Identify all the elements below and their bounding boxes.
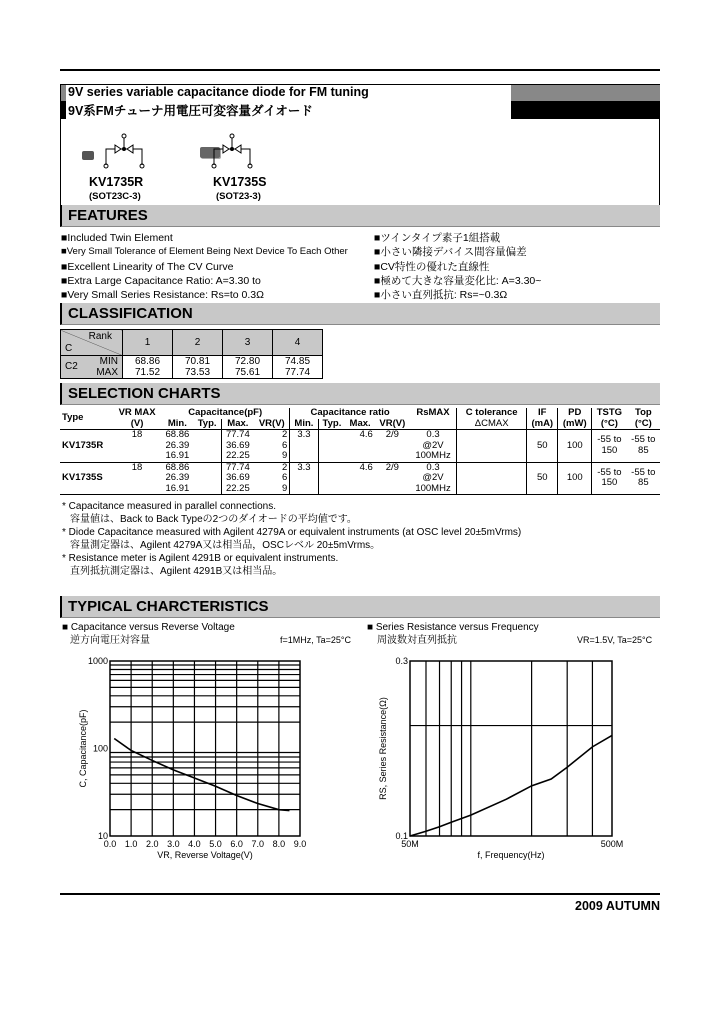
resistance-vs-frequency-chart <box>365 650 655 865</box>
min-value: 72.80 <box>234 356 261 367</box>
cell <box>290 484 318 495</box>
rank-cell: 1 <box>123 330 173 356</box>
x-tick-label: 6.0 <box>230 839 243 849</box>
features-list-jp <box>374 231 541 302</box>
cell: 36.69 <box>221 441 254 452</box>
cell: 100MHz <box>415 482 451 494</box>
cell <box>375 441 410 452</box>
cell <box>194 484 221 495</box>
feature-item: ■ Included Twin Element <box>61 231 348 245</box>
sub-max: Max. <box>221 419 254 430</box>
if-cell: 50 <box>527 430 558 463</box>
cell: 4.6 <box>359 461 373 473</box>
max-value: 71.52 <box>134 367 161 378</box>
cell <box>113 441 161 452</box>
cell <box>345 473 374 484</box>
sot23c-package-image <box>82 151 94 160</box>
product-header-box <box>60 84 660 218</box>
cell <box>113 484 161 495</box>
cell: 2 <box>254 430 290 441</box>
cell: 18 <box>131 461 143 473</box>
classification-heading: CLASSIFICATION <box>60 303 660 325</box>
cell: 26.39 <box>165 439 190 451</box>
y-tick-label: 0.3 <box>395 656 408 666</box>
pd-cell: 100 <box>558 430 592 463</box>
sub-typ: Typ. <box>318 419 345 430</box>
min-label: MIN <box>99 356 118 367</box>
ctol-cell <box>457 462 527 495</box>
tstg-cell: -55 to 150 <box>592 430 627 463</box>
cell <box>194 441 221 452</box>
min-value: 70.81 <box>184 356 211 367</box>
part-name: KV1735S <box>213 175 267 189</box>
chart-title: Capacitance versus Reverse Voltage <box>70 622 235 633</box>
sub-vr: VR(V) <box>254 419 290 430</box>
rank-cell: 3 <box>223 330 273 356</box>
note: * Diode Capacitance measured with Agilent 4279A or equivalent instruments (at OSC level 20±5mVrms) <box>62 527 522 538</box>
cell: 100MHz <box>415 450 451 461</box>
rank-label: Rank <box>88 331 112 342</box>
note: 容量値は、Back to Back Typeの2つのダイオードの平均値です。 <box>70 514 357 525</box>
data-line <box>410 735 612 836</box>
feature-item: ■ CV特性の優れた直線性 <box>374 260 541 274</box>
c-label: C <box>65 343 73 354</box>
x-tick-label: 5.0 <box>209 839 222 849</box>
cell <box>113 451 161 462</box>
feature-item: ■ Very Small Tolerance of Element Being Next Device To Each Other <box>61 245 348 259</box>
cell <box>318 451 345 462</box>
col-capacitance: Capacitance(pF) <box>161 408 290 419</box>
cell: 9 <box>254 484 290 495</box>
col-type: Type <box>62 412 84 424</box>
cell: 22.25 <box>221 484 254 495</box>
rank-cell: 4 <box>273 330 323 356</box>
plot-frame <box>410 661 612 836</box>
cell <box>318 473 345 484</box>
cell <box>318 462 345 473</box>
rank-cell: 2 <box>173 330 223 356</box>
cell <box>113 473 161 484</box>
cell <box>290 473 318 484</box>
cell <box>345 484 374 495</box>
cell <box>318 441 345 452</box>
chart1-title: ■ Capacitance versus Reverse Voltage <box>62 622 235 633</box>
top-cell: -55 to 85 <box>631 466 656 489</box>
col-rs: RsMAX <box>416 407 450 418</box>
title-jp: 9V系FMチューナ用電圧可変容量ダイオード <box>68 104 313 118</box>
cell <box>194 451 221 462</box>
title-en: 9V series variable capacitance diode for FM tuning <box>68 85 369 99</box>
features-heading: FEATURES <box>60 205 660 227</box>
sub-min: Min. <box>161 419 194 430</box>
table-row <box>60 462 660 473</box>
ctol-cell <box>457 430 527 463</box>
footnotes <box>62 500 521 578</box>
typical-characteristics-heading: TYPICAL CHARCTERISTICS <box>60 596 660 618</box>
col-tstg: TSTG <box>592 408 627 419</box>
selection-charts-heading: SELECTION CHARTS <box>60 383 660 405</box>
max-value: 77.74 <box>284 367 311 378</box>
cell: 2 <box>254 462 290 473</box>
cell: 3.3 <box>290 462 318 473</box>
x-tick-label: 4.0 <box>188 839 201 849</box>
type-cell: KV1735S <box>62 472 103 483</box>
unit: (mW) <box>558 419 592 430</box>
unit: (°C) <box>627 419 660 430</box>
cell: 77.74 <box>221 462 254 473</box>
max-label: MAX <box>96 367 118 378</box>
min-value: 68.86 <box>134 356 161 367</box>
part-package: (SOT23C-3) <box>89 191 141 202</box>
c2-label: C2 <box>65 361 78 372</box>
cell: 2/9 <box>385 429 399 440</box>
x-tick-label: 7.0 <box>251 839 265 849</box>
cell: 68.86 <box>165 429 190 440</box>
feature-item: ■ 極めて大きな容量変化比: A=3.30~ <box>374 274 541 288</box>
tstg-cell: -55 to 150 <box>592 462 627 495</box>
cell <box>345 451 374 462</box>
cell <box>375 451 410 462</box>
chart-condition: VR=1.5V, Ta=25°C <box>577 635 653 645</box>
feature-item: ■ 小さい隣接デバイス間容量偏差 <box>374 245 541 259</box>
feature-item: ■ Very Small Series Resistance: Rs=to 0.3Ω <box>61 288 348 302</box>
col-ctol: C tolerance <box>457 408 527 419</box>
y-axis-label: RS, Series Resistance(Ω) <box>378 697 388 800</box>
cell: 0.3 <box>426 461 440 473</box>
y-axis-label: C, Capacitance(pF) <box>78 709 88 788</box>
chart-title: Series Resistance versus Frequency <box>375 622 539 633</box>
chart-title-jp: 周波数対直列抵抗 <box>377 635 457 646</box>
x-tick-label: 8.0 <box>272 839 286 849</box>
max-value: 73.53 <box>184 367 211 378</box>
classification-table <box>60 329 323 379</box>
sub-typ: Typ. <box>194 419 221 430</box>
col-vr: VR MAX <box>118 407 156 418</box>
min-value: 74.85 <box>284 356 311 367</box>
feature-item: ■ 小さい直列抵抗: Rs=~0.3Ω <box>374 288 541 302</box>
cell: 18 <box>131 429 143 440</box>
cell <box>318 430 345 441</box>
x-tick-label: 3.0 <box>167 839 180 849</box>
cell: 0.3 <box>426 429 440 440</box>
x-tick-label: 0.0 <box>103 839 117 849</box>
feature-item: ■ Extra Large Capacitance Ratio: A=3.30 to <box>61 274 348 288</box>
unit: (mA) <box>527 419 558 430</box>
cell: 16.91 <box>165 482 190 494</box>
cell: 9 <box>254 451 290 462</box>
cell: 6 <box>254 473 290 484</box>
cell: 2/9 <box>385 461 399 473</box>
chart-title-jp: 逆方向電圧対容量 <box>70 635 150 646</box>
cell <box>345 441 374 452</box>
pd-cell: 100 <box>558 462 592 495</box>
cell: 36.69 <box>221 473 254 484</box>
cell <box>194 462 221 473</box>
cell: 26.39 <box>165 472 190 483</box>
cell <box>194 430 221 441</box>
cell: 16.91 <box>165 450 190 461</box>
x-tick-label: 50M <box>401 839 419 849</box>
y-tick-label: 0.1 <box>395 831 408 841</box>
feature-item: ■ Excellent Linearity of The CV Curve <box>61 260 348 274</box>
if-cell: 50 <box>527 462 558 495</box>
cell <box>290 441 318 452</box>
cell: 3.3 <box>290 430 318 441</box>
cell: 4.6 <box>359 429 373 440</box>
selection-table <box>60 408 660 495</box>
note: 直列抵抗測定器は、Agilent 4291B又は相当品。 <box>70 566 283 577</box>
chart-condition: f=1MHz, Ta=25°C <box>280 635 351 645</box>
feature-item: ■ ツインタイプ素子1組搭載 <box>374 231 541 245</box>
bottom-rule <box>60 893 660 895</box>
y-tick-label: 100 <box>92 743 108 754</box>
unit: (°C) <box>592 419 627 430</box>
capacitance-vs-voltage-chart <box>60 650 330 865</box>
col-if: IF <box>527 408 558 419</box>
y-tick-label: 1000 <box>87 656 108 666</box>
cell <box>194 473 221 484</box>
top-rule <box>60 69 660 71</box>
col-pd: PD <box>558 408 592 419</box>
part-package: (SOT23-3) <box>216 191 261 202</box>
x-tick-label: 500M <box>600 839 624 849</box>
note: 容量測定器は、Agilent 4279A又は相当品，OSCレベル 20±5mVrms。 <box>70 540 381 551</box>
cell: 77.74 <box>221 430 254 441</box>
features-list-en <box>61 231 348 302</box>
cell: 22.25 <box>221 451 254 462</box>
sub-ctol: ΔCMAX <box>457 419 527 430</box>
chart2-title: ■ Series Resistance versus Frequency <box>367 622 539 633</box>
sub-max: Max. <box>345 419 374 430</box>
table-row <box>60 430 660 441</box>
cell: 6 <box>254 441 290 452</box>
note: * Capacitance measured in parallel connections. <box>62 501 277 512</box>
edition-label: 2009 AUTUMN <box>575 899 660 913</box>
type-cell: KV1735R <box>62 439 104 451</box>
note: * Resistance meter is Agilent 4291B or equivalent instruments. <box>62 553 339 564</box>
unit: (V) <box>113 419 161 430</box>
sub-vr: VR(V) <box>375 419 410 430</box>
sub-min: Min. <box>290 419 318 430</box>
twin-diode-symbol-icon <box>103 133 145 169</box>
cell <box>375 484 410 495</box>
y-tick-label: 10 <box>97 831 108 841</box>
cell <box>290 451 318 462</box>
twin-diode-symbol-icon <box>211 133 253 169</box>
part-name: KV1735R <box>89 175 144 189</box>
x-tick-label: 2.0 <box>145 839 159 849</box>
cell: 68.86 <box>165 461 190 473</box>
cell <box>318 484 345 495</box>
top-cell: -55 to 85 <box>631 434 656 456</box>
x-axis-label: f, Frequency(Hz) <box>477 850 545 860</box>
col-top: Top <box>634 407 652 418</box>
x-tick-label: 1.0 <box>124 839 138 849</box>
col-ratio: Capacitance ratio <box>310 407 390 418</box>
cell: @2V <box>422 472 444 483</box>
max-value: 75.61 <box>234 367 261 378</box>
cell: @2V <box>422 439 444 451</box>
x-axis-label: VR, Reverse Voltage(V) <box>157 850 253 860</box>
x-tick-label: 9.0 <box>293 839 307 849</box>
cell <box>375 473 410 484</box>
